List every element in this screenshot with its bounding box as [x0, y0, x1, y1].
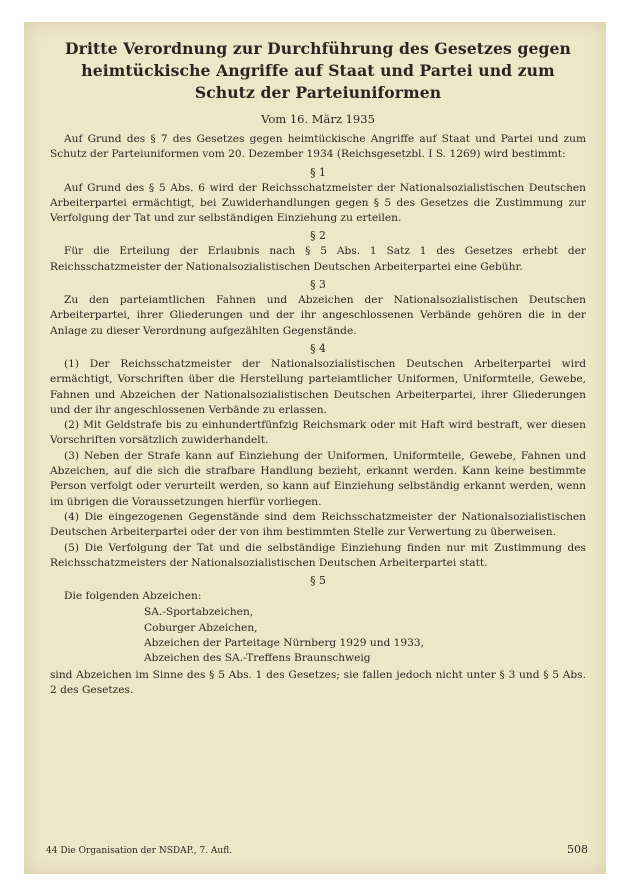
title-line-2: heimtückische Angriffe auf Staat und Partei und zum	[81, 61, 555, 80]
list-item: Coburger Abzeichen,	[144, 621, 258, 634]
section-4-paragraph-2: (2) Mit Geldstrafe bis zu einhundertfünfzig Reichsmark oder mit Haft wird bestraft, wer diesen Vorschriften vorsätzlich zuwiderhandelt.	[50, 419, 586, 447]
document-date: Vom 16. März 1935	[261, 112, 375, 126]
section-3-heading: § 3	[310, 278, 326, 292]
section-3-text: Zu den parteiamtlichen Fahnen und Abzeichen der Nationalsozialistischen Deutschen Arbeiterpartei, ihrer Gliederungen und der ihr angeschlossenen Verbände gehören die in der Anlage zu dieser Verordnung aufgezählten Gegenstände.	[50, 294, 586, 337]
title-line-3: Schutz der Parteiuniformen	[194, 83, 442, 102]
document-page	[24, 22, 606, 874]
document-title	[50, 38, 586, 104]
section-4-paragraph-5: (5) Die Verfolgung der Tat und die selbständige Einziehung finden nur mit Zustimmung des Reichsschatzmeisters der Nationalsozialistischen Deutschen Arbeiterpartei statt.	[50, 541, 586, 569]
section-5-intro: Die folgenden Abzeichen:	[64, 590, 202, 603]
section-5-outro: sind Abzeichen im Sinne des § 5 Abs. 1 des Gesetzes; sie fallen jedoch nicht unter § 3 und § 5 Abs. 2 des Gesetzes.	[50, 668, 586, 696]
section-2-heading: § 2	[310, 229, 326, 243]
section-5-heading: § 5	[310, 574, 326, 588]
section-4-paragraph-3: (3) Neben der Strafe kann auf Einziehung der Uniformen, Uniformteile, Gewebe, Fahnen und Abzeichen, auf die sich die strafbare Handlung bezieht, erkannt werden. Kann keine bestimmte Person verfolgt oder verurteilt werden, so kann auf Einziehung selbständig erkannt werden, wenn im übrigen die Voraussetzungen hierfür vorliegen.	[50, 449, 586, 508]
page-footer	[46, 843, 588, 856]
list-item: Abzeichen des SA.-Treffens Braunschweig	[144, 652, 371, 665]
list-item: SA.-Sportabzeichen,	[144, 606, 254, 619]
section-4-paragraph-1: (1) Der Reichsschatzmeister der Nationalsozialistischen Deutschen Arbeiterpartei wird ermächtigt, Vorschriften über die Herstellung parteiamtlicher Uniformen, Uniformteile, Gewebe, Fahnen und Abzeichen der Nationalsozialistischen Deutschen Arbeiterpartei, ihrer Gliederungen und der ihr angeschlossenen Verbände zu erlassen.	[50, 357, 586, 416]
badge-list	[144, 605, 586, 666]
section-4-paragraph-4: (4) Die eingezogenen Gegenstände sind dem Reichsschatzmeister der Nationalsozialistischen Deutschen Arbeiterpartei oder der von ihm bestimmten Stelle zur Verwertung zu überweisen.	[50, 510, 586, 539]
section-4-heading: § 4	[310, 341, 326, 355]
section-1-heading: § 1	[310, 165, 326, 179]
footer-source: 44 Die Organisation der NSDAP., 7. Aufl.	[46, 846, 233, 856]
page-number: 508	[567, 843, 588, 856]
section-2-text: Für die Erteilung der Erlaubnis nach § 5 Abs. 1 Satz 1 des Gesetzes erhebt der Reichsschatzmeister der Nationalsozialistischen Deutschen Arbeiterpartei eine Gebühr.	[50, 245, 586, 273]
preamble: Auf Grund des § 7 des Gesetzes gegen heimtückische Angriffe auf Staat und Partei und zum Schutz der Parteiuniformen vom 20. Dezember 1934 (Reichsgesetzbl. I S. 1269) wird bestimmt:	[50, 133, 586, 161]
title-line-1: Dritte Verordnung zur Durchführung des Gesetzes gegen	[65, 39, 571, 58]
list-item: Abzeichen der Parteitage Nürnberg 1929 und 1933,	[144, 637, 424, 650]
section-1-text: Auf Grund des § 5 Abs. 6 wird der Reichsschatzmeister der Nationalsozialistischen Deutschen Arbeiterpartei ermächtigt, bei Zuwiderhandlungen gegen § 5 des Gesetzes die Zustimmung zur Verfolgung der Tat und zur selbständigen Einziehung zu erteilen.	[50, 181, 586, 225]
